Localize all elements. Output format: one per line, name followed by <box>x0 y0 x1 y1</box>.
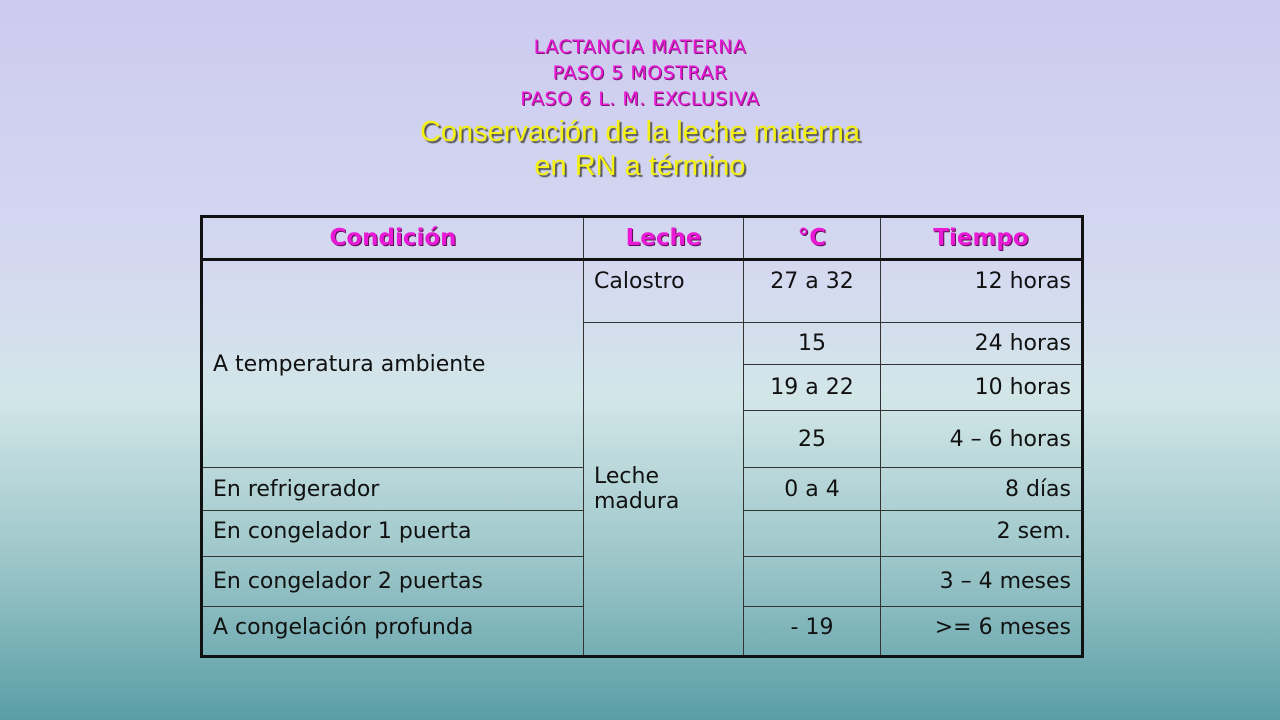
cell-time: 2 sem. <box>881 511 1083 557</box>
header-tiempo: Tiempo <box>881 217 1083 260</box>
cell-time: 10 horas <box>881 365 1083 411</box>
cell-temp <box>744 511 881 557</box>
cell-temp: 25 <box>744 411 881 468</box>
subtitle-line-3: PASO 6 L. M. EXCLUSIVA <box>520 88 760 110</box>
cell-temp: - 19 <box>744 607 881 657</box>
title-line-2: en RN a término <box>534 150 746 182</box>
cell-temp <box>744 557 881 607</box>
cell-time: 8 días <box>881 468 1083 511</box>
cell-time: 4 – 6 horas <box>881 411 1083 468</box>
header-leche: Leche <box>584 217 744 260</box>
title-line-1: Conservación de la leche materna <box>419 116 861 148</box>
slide-subtitle-block <box>0 34 1280 112</box>
cell-temp: 19 a 22 <box>744 365 881 411</box>
cell-leche-calostro: Calostro <box>584 260 744 323</box>
cell-condition: En refrigerador <box>202 468 584 511</box>
table-row <box>202 260 1083 323</box>
cell-leche-madura: Leche madura <box>584 323 744 657</box>
header-condicion: Condición <box>202 217 584 260</box>
header-temp: °C <box>744 217 881 260</box>
conservation-table <box>200 215 1084 658</box>
subtitle-line-1: LACTANCIA MATERNA <box>533 36 747 58</box>
slide-title-block <box>0 115 1280 183</box>
cell-condition: A congelación profunda <box>202 607 584 657</box>
cell-time: 3 – 4 meses <box>881 557 1083 607</box>
table-header-row <box>202 217 1083 260</box>
cell-condition-ambiente: A temperatura ambiente <box>202 260 584 468</box>
cell-condition: En congelador 1 puerta <box>202 511 584 557</box>
cell-temp: 15 <box>744 323 881 365</box>
cell-condition: En congelador 2 puertas <box>202 557 584 607</box>
cell-time: 24 horas <box>881 323 1083 365</box>
cell-temp: 27 a 32 <box>744 260 881 323</box>
subtitle-line-2: PASO 5 MOSTRAR <box>552 62 728 84</box>
cell-time: >= 6 meses <box>881 607 1083 657</box>
cell-time: 12 horas <box>881 260 1083 323</box>
cell-temp: 0 a 4 <box>744 468 881 511</box>
